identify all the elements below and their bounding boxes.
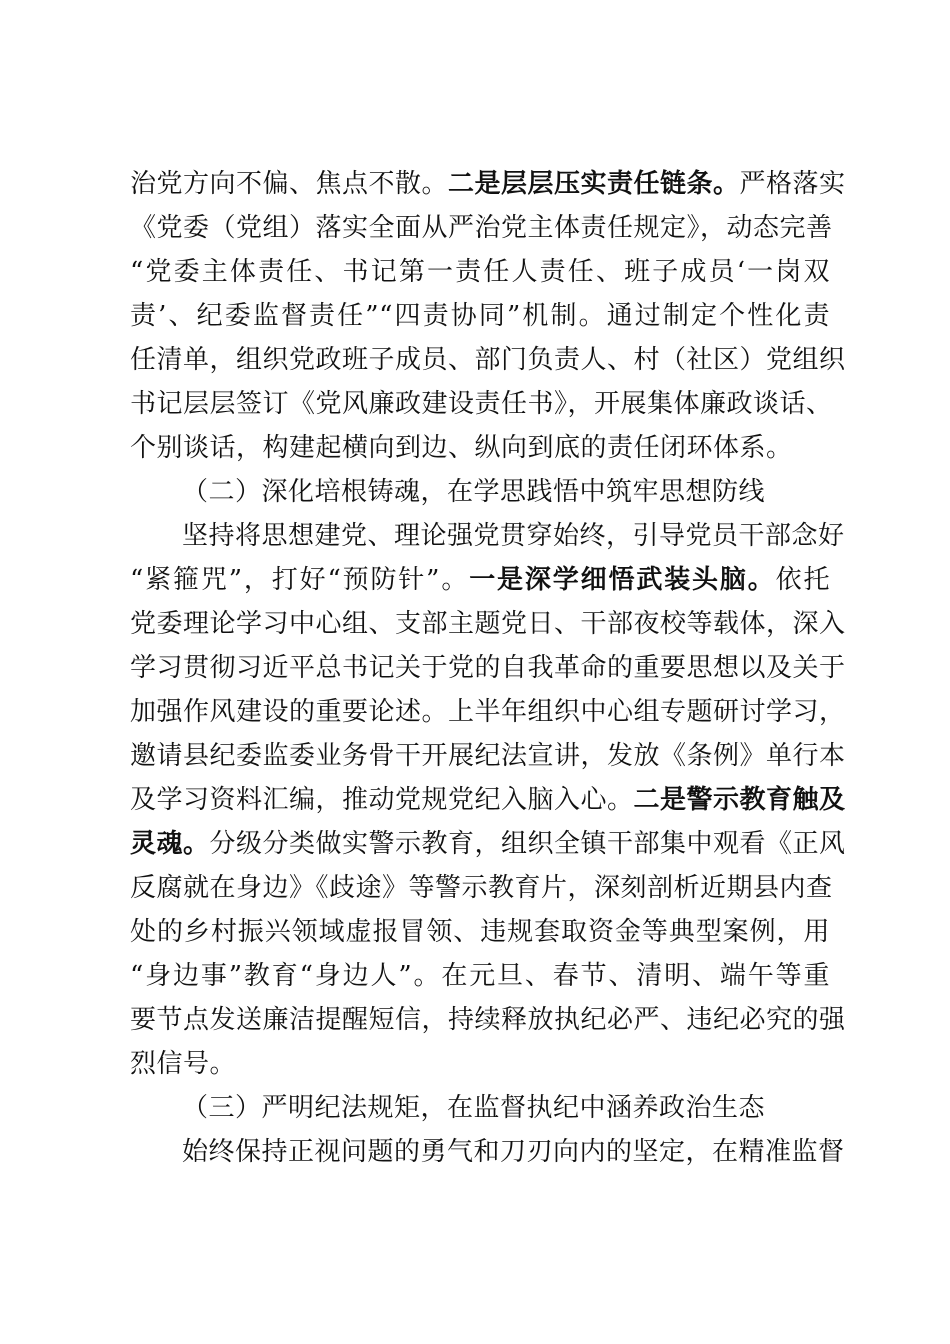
text-line: 反腐就在身边》《歧途》等警示教育片，深刻剖析近期县内查 [130,873,833,903]
text-line: 要节点发送廉洁提醒短信，持续释放执纪必严、违纪必究的强 [130,1005,846,1035]
text-line: 党委理论学习中心组、支部主题党日、干部夜校等载体，深入 [130,609,846,639]
text-line: “紧箍咒”，打好“预防针”。一是深学细悟武装头脑。依托 [130,565,830,595]
text-line: 烈信号。 [130,1049,237,1079]
text-line: 个别谈话，构建起横向到边、纵向到底的责任闭环体系。 [130,433,793,463]
text-line: 治党方向不偏、焦点不散。二是层层压实责任链条。严格落实 [130,169,846,199]
text-line: 灵魂。分级分类做实警示教育，组织全镇干部集中观看《正风 [130,829,846,859]
text-line: “身边事”教育“身边人”。在元旦、春节、清明、端午等重 [130,961,830,991]
section-heading: （三）严明纪法规矩，在监督执纪中涵养政治生态 [182,1093,766,1123]
section-heading: （二）深化培根铸魂，在学思践悟中筑牢思想防线 [182,477,766,507]
text-line: 邀请县纪委监委业务骨干开展纪法宣讲，发放《条例》单行本 [130,741,846,771]
text-line: 学习贯彻习近平总书记关于党的自我革命的重要思想以及关于 [130,653,846,683]
paragraph-start-line: 坚持将思想建党、理论强党贯穿始终，引导党员干部念好 [182,521,845,551]
text-line: 加强作风建设的重要论述。上半年组织中心组专题研讨学习， [130,697,846,727]
text-line: 处的乡村振兴领域虚报冒领、违规套取资金等典型案例，用 [130,917,830,947]
text-line: 《党委（党组）落实全面从严治党主体责任规定》，动态完善 [130,213,833,243]
text-line: 书记层层签订《党风廉政建设责任书》，开展集体廉政谈话、 [130,389,833,419]
text-line: 及学习资料汇编，推动党规党纪入脑入心。二是警示教育触及 [130,785,846,815]
text-line: 任清单，组织党政班子成员、部门负责人、村（社区）党组织 [130,345,846,375]
paragraph-start-line: 始终保持正视问题的勇气和刀刃向内的坚定，在精准监督 [182,1137,845,1167]
text-line: 责’、纪委监督责任”“四责协同”机制。通过制定个性化责 [130,301,830,331]
text-line: “党委主体责任、书记第一责任人责任、班子成员‘一岗双 [130,257,830,287]
